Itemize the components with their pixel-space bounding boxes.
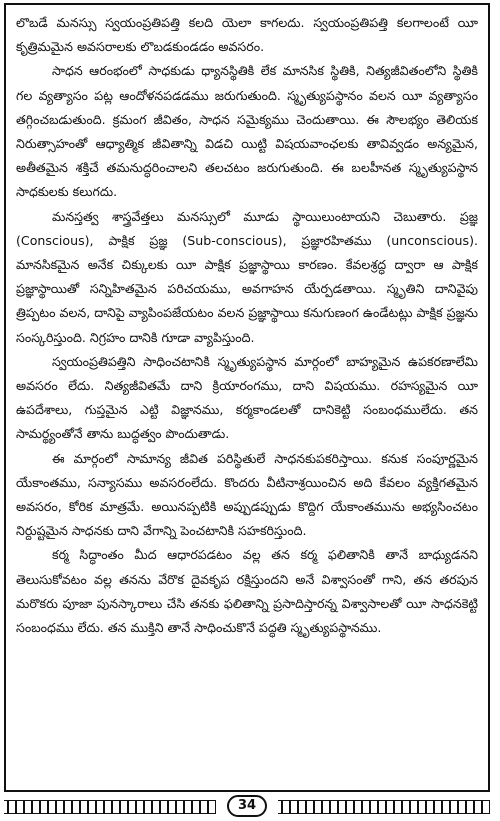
decorative-border-right [278,800,490,814]
body-text [16,11,478,784]
paragraph: స్వయంప్రతిపత్తిని సాధించటానికి స్మృత్యుపస్థాన మార్గంలో బాహ్యమైన ఉపకరణాలేమి అవసరం లేదు. నిత్యజీవితమే దాని క్రియారంగము, దాని విషయము. రహస్యమైన యీ ఉపదేశాలు, గుప్తమైన ఎట్టి విజ్ఞానము, కర్మకాండలతో దానికెట్టి సంబంధములేదు. తన సామర్థ్యంతోనే తాను బుద్ధత్వం పొందుతాడు. [16,353,478,442]
paragraph: కర్మ సిద్ధాంతం మీద ఆధారపడటం వల్ల తన కర్మ ఫలితానికి తానే బాధ్యుడనని తెలుసుకోవటం వల్ల తనను వేరొక దైవకృప రక్షిస్తుందని అనే విశ్వాసంతో గాని, తన తరపున మరొకరు పూజా పునస్కారాలు చేసి తనకు ఫలితాన్ని ప్రసాదిస్తారన్న విశ్వాసాలతో యీ సాధనకెట్టి సంబంధము లేదు. తన ముక్తిని తానే సాధించుకొనే పద్ధతి స్మృత్యుపస్థానము. [16,547,478,636]
page-footer [4,795,490,817]
paragraph: ఈ మార్గంలో సామాన్య జీవిత పరిస్థితులే సాధనకుపకరిస్తాయి. కనుక సంపూర్ణమైన యేకాంతము, సన్యాసము అవసరంలేదు. కొందరు వీటినాశ్రయించిన అది కేవలం వ్యక్తిగతమైన అవసరం, కోరిక మాత్రమే. అయినప్పటికి అప్పుడప్పుడు కొద్దిగ యేకాంతమును అభ్యసించటం నిర్దుష్టమైన సాధనకు దాని వేగాన్ని పెంచటానికి సహకరిస్తుంది. [16,450,478,539]
decorative-border-left [4,800,216,814]
paragraph: మనస్తత్వ శాస్త్రవేత్తలు మనస్సులో మూడు స్థాయిలుంటాయని చెబుతారు. ప్రజ్ఞ (Conscious), పాక్షిక ప్రజ్ఞ (Sub-conscious), ప్రజ్ఞారహితము (unconscious). మానసికమైన అనేక చిక్కులకు యీ పాక్షిక ప్రజ్ఞాస్థాయి కారణం. కేవలశ్రద్ధ ద్వారా ఆ పాక్షిక ప్రజ్ఞాస్థాయితో సన్నిహితమైన పరిచయము, అవగాహన యేర్పడతాయి. స్మృతిని దానివైపు త్రిప్పటం వలన, దానిపై వ్యాపింపజేయటం వలన ప్రజ్ఞాస్థాయి కనుగుణంగ ఉండేటట్లు పాక్షిక ప్రజ్ఞను సంస్కరిస్తుంది. నిగ్రహం దానికి గూడా వ్యాపిస్తుంది. [16,208,478,345]
paragraph: సాధన ఆరంభంలో సాధకుడు ధ్యానస్థితికి లేక మానసిక స్థితికి, నిత్యజీవితంలోని స్థితికి గల వ్యత్యాసం పట్ల ఆందోళనపడడము జరుగుతుంది. స్మృత్యుపస్థానం వలన యీ వ్యత్యాసం తగ్గించబడుతుంది. క్రమంగ జీవితం, సాధన సమైక్యము చెందుతాయి. ఈ సౌలభ్యం తెలియక నిరుత్సాహంతో ఆధ్యాత్మిక జీవితాన్ని విడచి యిట్టి విషయవాంఛలకు తావివ్వడం అన్యమైన, అతీతమైన శక్తిచే తమనుద్ధరించాలని తలచటం జరుగుతుంది. ఈ బలహీనత స్మృత్యుపస్థాన సాధకులకు కలుగదు. [16,63,478,200]
page-number: 34 [227,795,267,817]
paragraph: లొబడే మనస్సు స్వయంప్రతిపత్తి కలది యెలా కాగలదు. స్వయంప్రతిపత్తి కలగాలంటే యీ కృత్రిమమైన అవసరాలకు లొబడకుండడం అవసరం. [16,15,478,55]
page-frame [4,3,490,792]
